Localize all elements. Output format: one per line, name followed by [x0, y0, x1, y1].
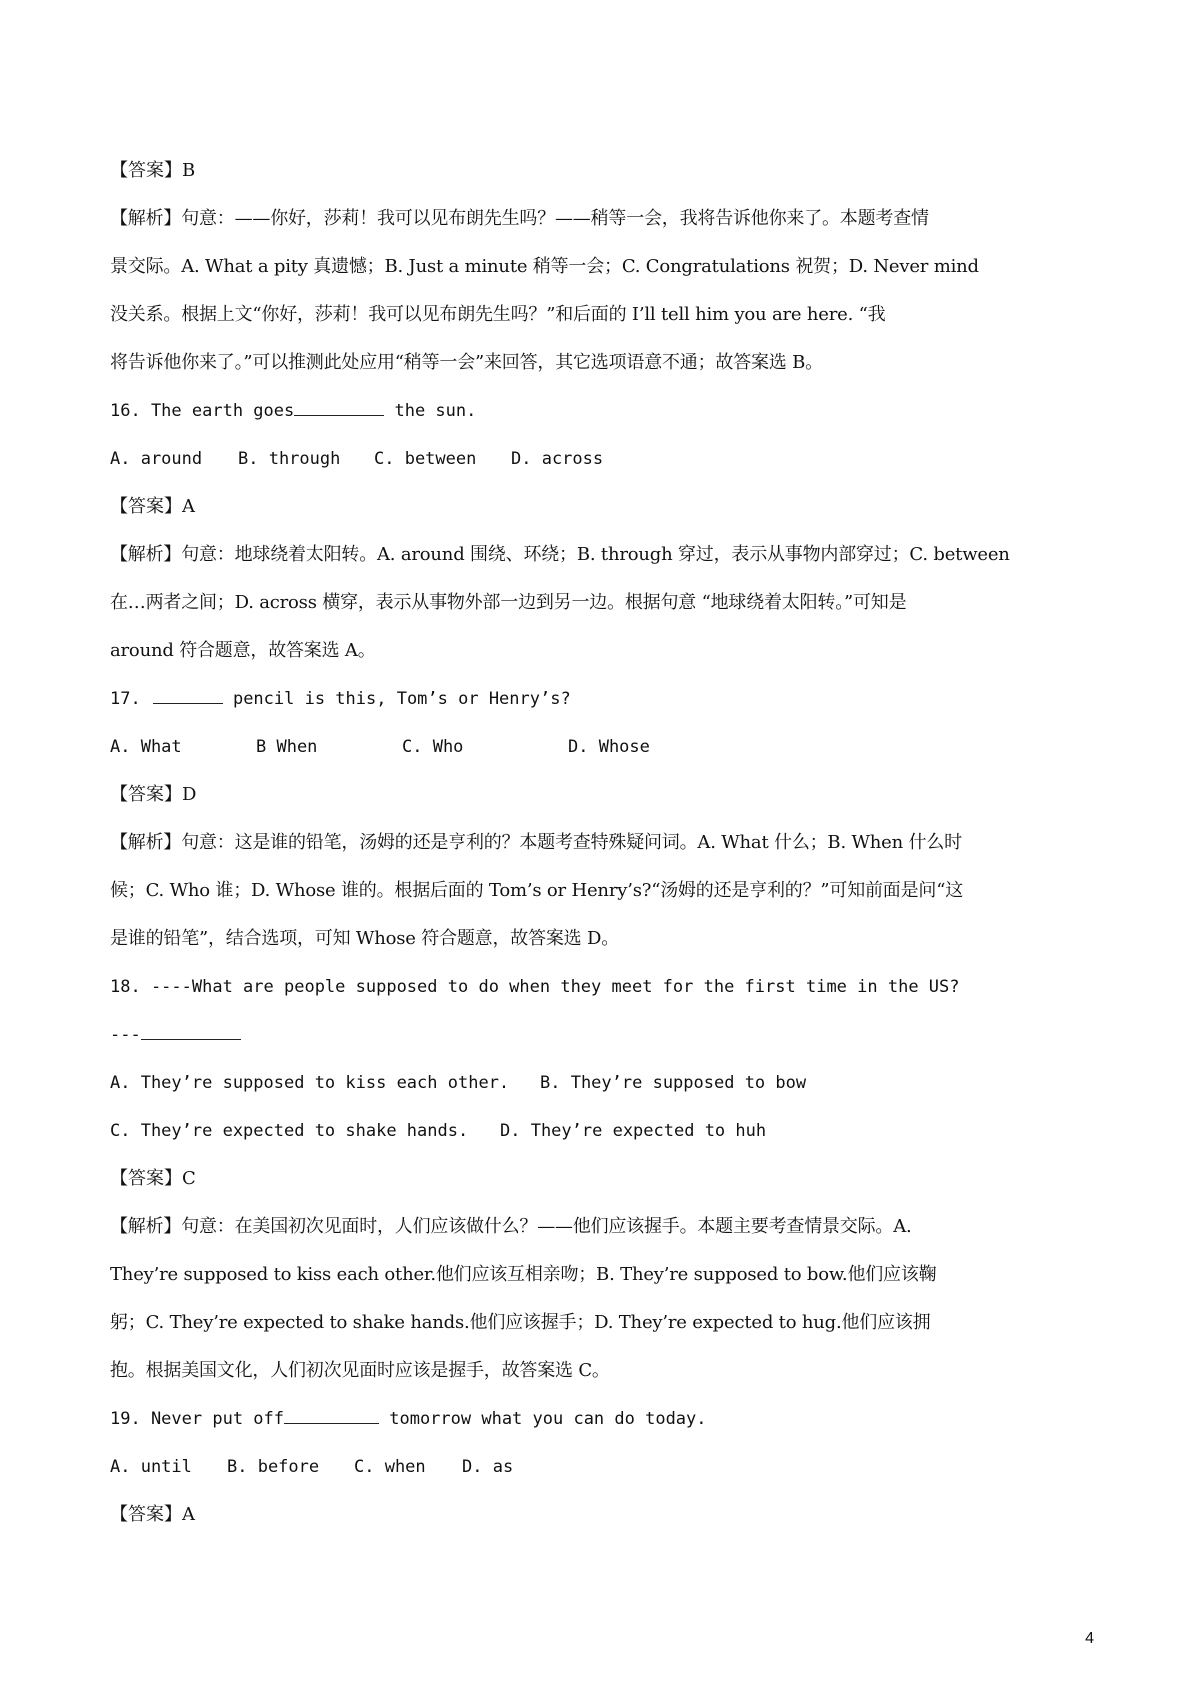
- question-line: [110, 387, 1100, 435]
- answer-line: 【答案】A: [110, 1504, 195, 1525]
- document-page: [110, 147, 1100, 1539]
- options-line: [110, 1059, 1100, 1107]
- question-prefix: 17.: [110, 689, 141, 709]
- analysis-line: 将告诉他你来了。”可以推测此处应用“稍等一会”来回答，其它选项语意不通；故答案选 B。: [110, 352, 823, 373]
- analysis-line: 是谁的铅笔”，结合选项，可知 Whose 符合题意，故答案选 D。: [110, 928, 620, 949]
- option-d: D. They’re expected to huh: [500, 1121, 767, 1141]
- analysis-line: 躬；C. They’re expected to shake hands.他们应该握手；D. They’re expected to hug.他们应该拥: [110, 1312, 931, 1333]
- options-line: [110, 1443, 1100, 1491]
- response-line: [110, 1011, 1100, 1059]
- option-c: C. between: [374, 449, 477, 469]
- options-line: [110, 1107, 1100, 1155]
- analysis-line: 景交际。A. What a pity 真遗憾；B. Just a minute 稍等一会；C. Congratulations 祝贺；D. Never mind: [110, 256, 979, 277]
- option-a: A. until: [110, 1457, 192, 1477]
- answer-blank: [284, 1405, 379, 1424]
- response-prefix: ---: [110, 1025, 141, 1045]
- options-line: [110, 723, 1100, 771]
- option-a: A. They’re supposed to kiss each other.: [110, 1073, 510, 1093]
- answer-blank: [294, 397, 384, 416]
- option-b: B. before: [227, 1457, 320, 1477]
- option-d: D. Whose: [568, 737, 650, 757]
- question-line: 18. ----What are people supposed to do when they meet for the first time in the US?: [110, 977, 960, 997]
- answer-line: 【答案】A: [110, 496, 195, 517]
- option-c: C. They’re expected to shake hands.: [110, 1121, 469, 1141]
- question-suffix: the sun.: [384, 401, 477, 421]
- question-suffix: tomorrow what you can do today.: [379, 1409, 707, 1429]
- option-b: B. They’re supposed to bow: [540, 1073, 807, 1093]
- option-d: D. across: [511, 449, 604, 469]
- analysis-line: 候；C. Who 谁；D. Whose 谁的。根据后面的 Tom’s or Henry’s?“汤姆的还是亨利的？”可知前面是问“这: [110, 880, 964, 901]
- analysis-line: 【解析】句意：地球绕着太阳转。A. around 围绕、环绕；B. through 穿过，表示从事物内部穿过；C. between: [110, 544, 1010, 565]
- analysis-line: 【解析】句意：在美国初次见面时，人们应该做什么？——他们应该握手。本题主要考查情景交际。A.: [110, 1216, 912, 1237]
- question-line: [110, 1395, 1100, 1443]
- analysis-line: They’re supposed to kiss each other.他们应该互相亲吻；B. They’re supposed to bow.他们应该鞠: [110, 1264, 937, 1285]
- option-d: D. as: [462, 1457, 514, 1477]
- analysis-line: around 符合题意，故答案选 A。: [110, 640, 376, 661]
- answer-blank: [141, 1021, 241, 1040]
- answer-blank: [153, 685, 223, 704]
- option-b: B. through: [238, 449, 341, 469]
- answer-line: 【答案】D: [110, 784, 197, 805]
- option-a: A. around: [110, 449, 203, 469]
- options-line: [110, 435, 1100, 483]
- page-number: 4: [1085, 1630, 1094, 1647]
- question-prefix: 19. Never put off: [110, 1409, 284, 1429]
- analysis-line: 在…两者之间；D. across 横穿，表示从事物外部一边到另一边。根据句意 “地球绕着太阳转。”可知是: [110, 592, 907, 613]
- answer-line: 【答案】B: [110, 160, 196, 181]
- analysis-line: 抱。根据美国文化，人们初次见面时应该是握手，故答案选 C。: [110, 1360, 610, 1381]
- option-c: C. Who: [402, 737, 464, 757]
- answer-line: 【答案】C: [110, 1168, 196, 1189]
- question-line: [110, 675, 1100, 723]
- option-b: B When: [256, 737, 318, 757]
- analysis-line: 没关系。根据上文“你好，莎莉！我可以见布朗先生吗？”和后面的 I’ll tell him you are here. “我: [110, 304, 886, 325]
- option-c: C. when: [354, 1457, 426, 1477]
- question-suffix: pencil is this, Tom’s or Henry’s?: [222, 689, 571, 709]
- analysis-line: 【解析】句意：这是谁的铅笔，汤姆的还是亨利的？本题考查特殊疑问词。A. What 什么；B. When 什么时: [110, 832, 962, 853]
- analysis-line: 【解析】句意：——你好，莎莉！我可以见布朗先生吗？——稍等一会，我将告诉他你来了。本题考查情: [110, 208, 929, 229]
- question-prefix: 16. The earth goes: [110, 401, 295, 421]
- option-a: A. What: [110, 737, 182, 757]
